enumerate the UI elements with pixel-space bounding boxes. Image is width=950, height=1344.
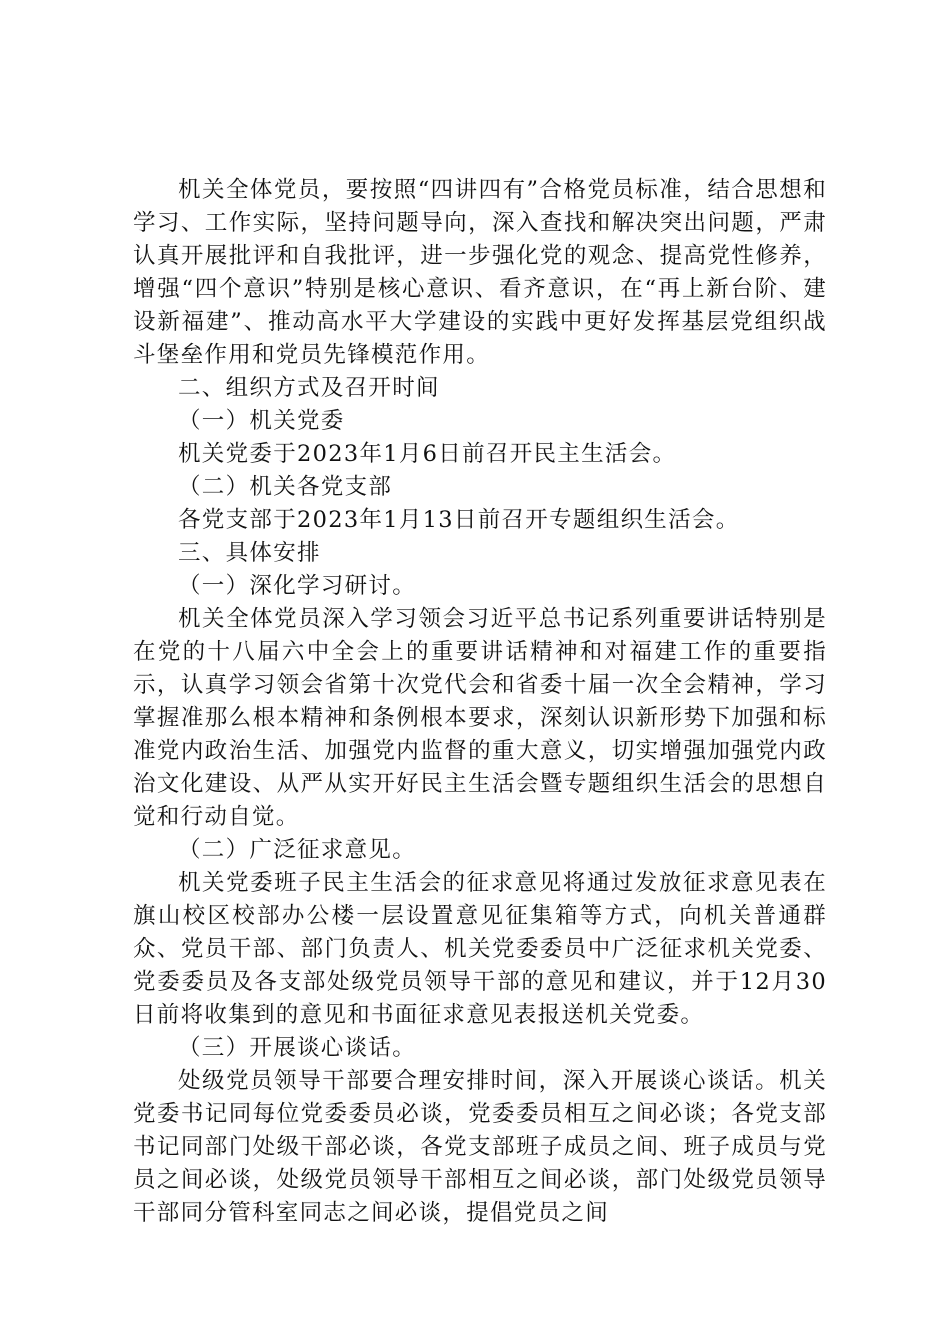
heading-section-2: 二、组织方式及召开时间 <box>178 375 440 401</box>
subheading-party-branches: （二）机关各党支部 <box>178 474 393 500</box>
document-body <box>133 174 827 1230</box>
paragraph-intro: 机关全体党员，要按照“四讲四有”合格党员标准，结合思想和学习、工作实际，坚持问题导向，深入查找和解决突出问题，严肃认真开展批评和自我批评，进一步强化党的观念、提高党性修养，增强“四个意识”特别是核心意识、看齐意识，在“再上新台阶、建设新福建”、推动高水平大学建设的实践中更好发挥基层党组织战斗堡垒作用和党员先锋模范作用。 <box>133 177 827 368</box>
subheading-study: （一）深化学习研讨。 <box>178 573 417 599</box>
subheading-talks: （三）开展谈心谈话。 <box>178 1035 417 1061</box>
paragraph-study: 机关全体党员深入学习领会习近平总书记系列重要讲话特别是在党的十八届六中全会上的重要讲话精神和对福建工作的重要指示，认真学习领会省第十次党代会和省委十届一次全会精神，学习掌握准那么根本精神和条例根本要求，深刻认识新形势下加强和标准党内政治生活、加强党内监督的重大意义，切实增强加强党内政治文化建设、从严从实开好民主生活会暨专题组织生活会的思想自觉和行动自觉。 <box>133 606 827 830</box>
paragraph-talks: 处级党员领导干部要合理安排时间，深入开展谈心谈话。机关党委书记同每位党委委员必谈，党委委员相互之间必谈；各党支部书记同部门处级干部必谈，各党支部班子成员之间、班子成员与党员之间必谈，处级党员领导干部相互之间必谈，部门处级党员领导干部同分管科室同志之间必谈，提倡党员之间 <box>133 1068 827 1226</box>
subheading-party-committee: （一）机关党委 <box>178 408 345 434</box>
heading-section-3: 三、具体安排 <box>178 540 321 566</box>
paragraph-committee-date: 机关党委于2023年1月6日前召开民主生活会。 <box>178 441 677 467</box>
paragraph-opinions: 机关党委班子民主生活会的征求意见将通过发放征求意见表在旗山校区校部办公楼一层设置意见征集箱等方式，向机关普通群众、党员干部、部门负责人、机关党委委员中广泛征求机关党委、党委委员及各支部处级党员领导干部的意见和建议，并于12月30日前将收集到的意见和书面征求意见表报送机关党委。 <box>133 870 827 1028</box>
subheading-opinions: （二）广泛征求意见。 <box>178 837 417 863</box>
paragraph-branches-date: 各党支部于2023年1月13日前召开专题组织生活会。 <box>178 507 740 533</box>
